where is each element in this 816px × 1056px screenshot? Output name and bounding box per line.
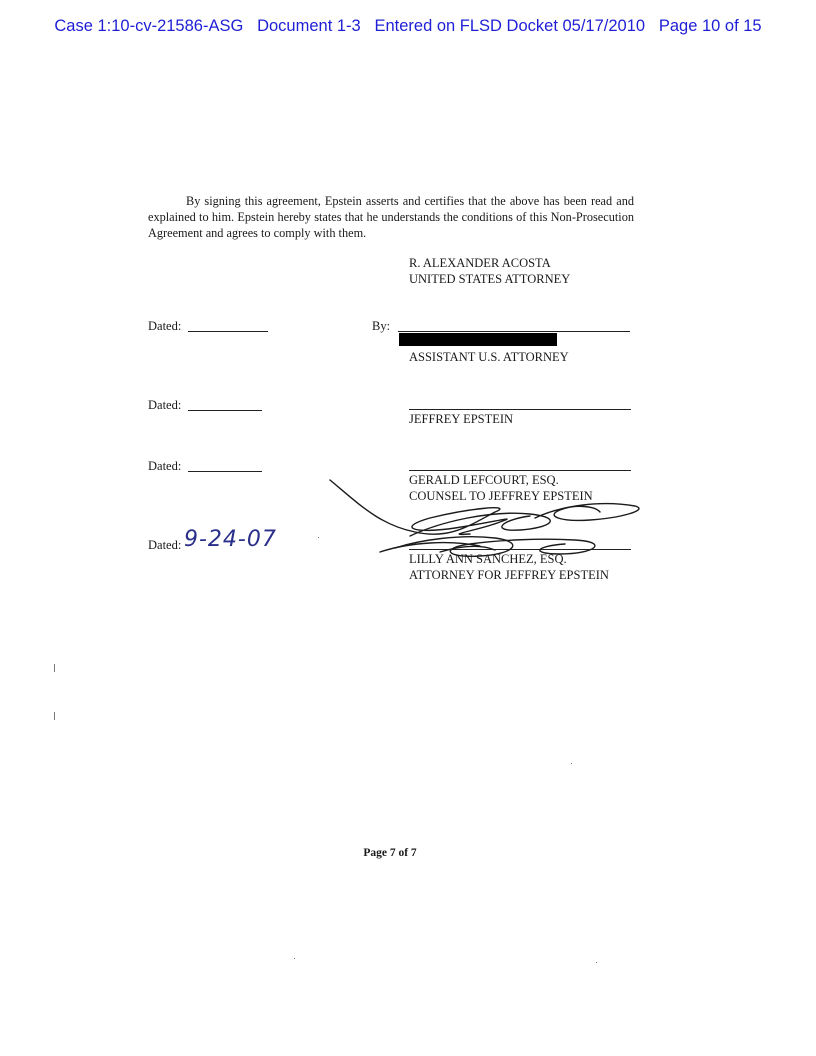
dated-label-3: Dated: bbox=[148, 459, 182, 473]
assistant-signature-line bbox=[398, 331, 630, 332]
header-document: Document 1-3 bbox=[257, 17, 361, 35]
redaction-bar bbox=[399, 333, 557, 346]
docket-header bbox=[0, 17, 816, 36]
dated-line-2 bbox=[188, 410, 262, 411]
us-attorney-title: UNITED STATES ATTORNEY bbox=[409, 272, 571, 286]
scan-speck bbox=[294, 958, 295, 959]
by-label: By: bbox=[372, 319, 391, 333]
handwritten-signature bbox=[320, 470, 650, 570]
assistant-title: ASSISTANT U.S. ATTORNEY bbox=[409, 350, 569, 364]
dated-line-1 bbox=[188, 331, 268, 332]
scan-speck bbox=[596, 962, 597, 963]
header-entered: Entered on FLSD Docket 05/17/2010 bbox=[374, 17, 646, 35]
counsel1-title: COUNSEL TO JEFFREY EPSTEIN bbox=[409, 489, 593, 503]
scan-speck bbox=[571, 763, 572, 764]
header-case: Case 1:10-cv-21586-ASG bbox=[54, 17, 244, 35]
counsel1-name: GERALD LEFCOURT, ESQ. bbox=[409, 473, 559, 487]
dated-label-1: Dated: bbox=[148, 319, 182, 333]
header-page: Page 10 of 15 bbox=[658, 17, 762, 35]
scan-speck bbox=[54, 712, 55, 720]
handwritten-date: 9-24-07 bbox=[184, 527, 277, 552]
counsel2-name: LILLY ANN SANCHEZ, ESQ. bbox=[409, 552, 567, 566]
page-number: Page 7 of 7 bbox=[363, 847, 417, 859]
counsel2-title: ATTORNEY FOR JEFFREY EPSTEIN bbox=[409, 568, 609, 582]
defendant-name: JEFFREY EPSTEIN bbox=[409, 412, 514, 426]
scan-speck bbox=[54, 664, 55, 672]
dated-label-2: Dated: bbox=[148, 398, 182, 412]
scan-speck bbox=[318, 537, 319, 538]
certification-text: By signing this agreement, Epstein asserts and certifies that the above has been read and explained to him. Epstein hereby states that he understands the conditions of this Non-Prosecution Agreement and agrees to comply with them. bbox=[148, 194, 634, 240]
dated-line-3 bbox=[188, 471, 262, 472]
dated-label-4: Dated: bbox=[148, 538, 182, 552]
defendant-signature-line bbox=[409, 409, 631, 410]
certification-paragraph bbox=[148, 193, 634, 241]
us-attorney-name: R. ALEXANDER ACOSTA bbox=[409, 256, 551, 270]
